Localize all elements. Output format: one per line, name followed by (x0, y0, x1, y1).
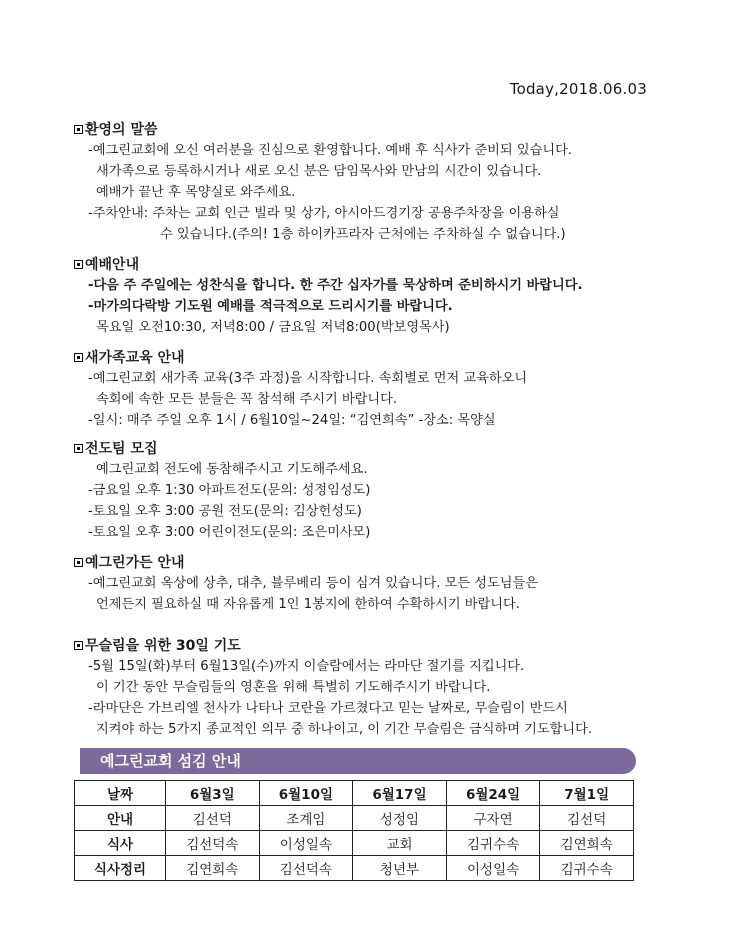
prayer-title-row (74, 636, 647, 656)
text-line: -토요일 오후 3:00 공원 전도(문의: 김상헌성도) (88, 504, 362, 519)
table-cell: 교회 (353, 831, 447, 856)
worship-section (74, 255, 647, 338)
section-square-icon (74, 353, 83, 362)
text-line: -일시: 매주 주일 오후 1시 / 6월10일~24일: “김연희속” -장소: 목양실 (88, 413, 496, 428)
table-cell: 김선덕 (166, 806, 260, 831)
table-cell: 구자연 (446, 806, 540, 831)
section-title: 예그린가든 안내 (85, 555, 185, 571)
table-row (75, 806, 634, 831)
bulletin-date: Today,2018.06.03 (509, 80, 647, 98)
text-line: 예그린교회 전도에 동참해주시고 기도해주세요. (96, 462, 368, 477)
text-line: 지켜야 하는 5가지 종교적인 의무 중 하나이고, 이 기간 무슬림은 금식하며 기도합니다. (96, 722, 593, 737)
table-cell: 성정임 (353, 806, 447, 831)
table-cell: 김연희속 (166, 856, 260, 881)
evangelism-section (74, 439, 647, 543)
table-cell: 김선덕속 (259, 856, 353, 881)
table-header-cell: 6월24일 (446, 781, 540, 806)
evangelism-title-row (74, 439, 647, 459)
section-square-icon (74, 558, 83, 567)
table-header-cell: 날짜 (75, 781, 166, 806)
table-cell: 김귀수속 (540, 856, 634, 881)
text-line: 수 있습니다.(주의! 1층 하이카프라자 근처에는 주차하실 수 없습니다.) (160, 227, 566, 242)
table-header-cell: 6월3일 (166, 781, 260, 806)
welcome-section (74, 120, 647, 245)
row-label: 식사 (75, 831, 166, 856)
table-row (75, 831, 634, 856)
text-line: 예배가 끝난 후 목양실로 와주세요. (96, 185, 296, 200)
section-square-icon (74, 641, 83, 650)
section-square-icon (74, 260, 83, 269)
table-cell: 김선덕속 (166, 831, 260, 856)
text-line: 새가족으로 등록하시거나 새로 오신 분은 담임목사와 만남의 시간이 있습니다. (96, 164, 542, 179)
text-line: -마가의다락방 기도원 예배를 적극적으로 드리시기를 바랍니다. (88, 299, 453, 314)
section-title: 전도팀 모집 (85, 441, 158, 457)
text-line: -예그린교회 옥상에 상추, 대추, 블루베리 등이 심겨 있습니다. 모든 성도님들은 (88, 576, 538, 591)
section-title: 새가족교육 안내 (85, 350, 185, 366)
garden-title-row (74, 553, 647, 573)
text-line: -예그린교회 새가족 교육(3주 과정)을 시작합니다. 속회별로 먼저 교육하오니 (88, 371, 528, 386)
text-line: 이 기간 동안 무슬림들의 영혼을 위해 특별히 기도해주시기 바랍니다. (96, 680, 491, 695)
table-row (75, 856, 634, 881)
table-cell: 김선덕 (540, 806, 634, 831)
text-line: 목요일 오전10:30, 저녁8:00 / 금요일 저녁8:00(박보영목사) (96, 320, 450, 335)
row-label: 식사정리 (75, 856, 166, 881)
worship-title-row (74, 255, 647, 275)
newfamily-title-row (74, 348, 647, 368)
section-title: 무슬림을 위한 30일 기도 (85, 638, 241, 654)
text-line: -5월 15일(화)부터 6월13일(수)까지 이슬람에서는 라마단 절기를 지킵니다. (88, 659, 525, 674)
text-line: -토요일 오후 3:00 어린이전도(문의: 조은미사모) (88, 525, 371, 540)
row-label: 안내 (75, 806, 166, 831)
table-header-cell: 6월17일 (353, 781, 447, 806)
table-cell: 청년부 (353, 856, 447, 881)
welcome-title-row (74, 120, 647, 140)
text-line: -금요일 오후 1:30 아파트전도(문의: 성정임성도) (88, 483, 371, 498)
section-title: 환영의 말씀 (85, 122, 158, 138)
prayer-section (74, 636, 647, 740)
table-cell: 김연희속 (540, 831, 634, 856)
section-square-icon (74, 125, 83, 134)
newfamily-section (74, 348, 647, 431)
service-table (74, 780, 634, 881)
garden-section (74, 553, 647, 615)
section-square-icon (74, 444, 83, 453)
table-header-cell: 6월10일 (259, 781, 353, 806)
section-title: 예배안내 (85, 257, 140, 273)
text-line: -라마단은 가브리엘 천사가 나타나 코란을 가르쳤다고 믿는 날짜로, 무슬림이 반드시 (88, 701, 568, 716)
text-line: -예그린교회에 오신 여러분을 진심으로 환영합니다. 예배 후 식사가 준비되 있습니다. (88, 143, 572, 158)
table-cell: 이성일속 (446, 856, 540, 881)
text-line: -주차안내: 주차는 교회 인근 빌라 및 상가, 아시아드경기장 공용주차장을 이용하실 (88, 206, 560, 221)
text-line: 속회에 속한 모든 분들은 꼭 참석해 주시기 바랍니다. (96, 392, 398, 407)
service-banner: 예그린교회 섬김 안내 (80, 748, 636, 774)
table-header-row (75, 781, 634, 806)
table-cell: 이성일속 (259, 831, 353, 856)
table-cell: 김귀수속 (446, 831, 540, 856)
text-line: 언제든지 필요하실 때 자유롭게 1인 1봉지에 한하여 수확하시기 바랍니다. (96, 597, 520, 612)
text-line: -다음 주 주일에는 성찬식을 합니다. 한 주간 십자가를 묵상하며 준비하시기 바랍니다. (88, 278, 583, 293)
table-header-cell: 7월1일 (540, 781, 634, 806)
table-cell: 조계임 (259, 806, 353, 831)
